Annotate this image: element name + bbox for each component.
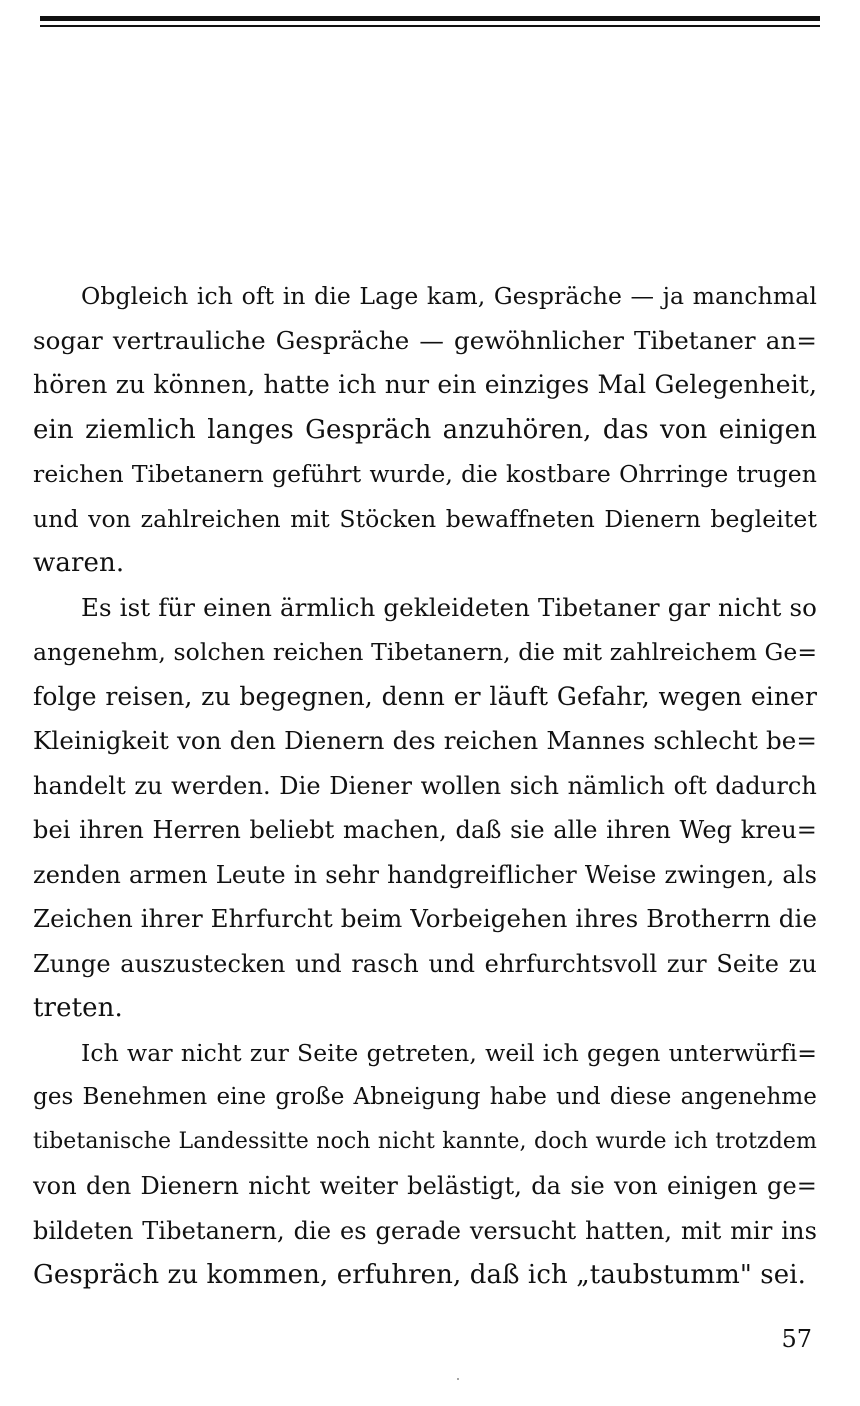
paragraph-3 bbox=[33, 1031, 817, 1298]
text-line: waren. bbox=[33, 548, 125, 578]
text-line: Zeichen ihrer Ehrfurcht beim Vorbeigehen ihres Brotherrn die bbox=[33, 904, 817, 933]
paragraph-1 bbox=[33, 274, 817, 586]
text-line: sogar vertrauliche Gespräche — gewöhnlicher Tibetaner an= bbox=[33, 325, 817, 355]
header-rule-thin bbox=[40, 25, 820, 27]
text-line: von den Dienern nicht weiter belästigt, da sie von einigen ge= bbox=[33, 1172, 817, 1200]
text-line: Zunge auszustecken und rasch und ehrfurchtsvoll zur Seite zu bbox=[33, 949, 817, 978]
text-line: ein ziemlich langes Gespräch anzuhören, das von einigen bbox=[33, 414, 817, 445]
text-line: und von zahlreichen mit Stöcken bewaffneten Dienern begleitet bbox=[33, 504, 817, 533]
text-line: Kleinigkeit von den Dienern des reichen Mannes schlecht be= bbox=[33, 726, 817, 755]
text-line: treten. bbox=[33, 993, 123, 1023]
scan-speck bbox=[457, 1378, 459, 1380]
page-number: 57 bbox=[781, 1325, 812, 1353]
text-line: handelt zu werden. Die Diener wollen sich nämlich oft dadurch bbox=[33, 771, 817, 800]
text-line: bei ihren Herren beliebt machen, daß sie alle ihren Weg kreu= bbox=[33, 816, 817, 844]
text-line: bildeten Tibetanern, die es gerade versucht hatten, mit mir ins bbox=[33, 1216, 817, 1245]
text-line: tibetanische Landessitte noch nicht kannte, doch wurde ich trotzdem bbox=[33, 1128, 817, 1154]
text-line: ges Benehmen eine große Abneigung habe und diese angenehme bbox=[33, 1084, 817, 1110]
text-line: zenden armen Leute in sehr handgreiflicher Weise zwingen, als bbox=[33, 860, 817, 889]
paragraph-2 bbox=[33, 586, 817, 1031]
text-line: folge reisen, zu begegnen, denn er läuft Gefahr, wegen einer bbox=[33, 681, 817, 711]
text-line: Ich war nicht zur Seite getreten, weil ich gegen unterwürfi= bbox=[81, 1038, 817, 1067]
text-line: hören zu können, hatte ich nur ein einziges Mal Gelegenheit, bbox=[33, 370, 817, 399]
text-line: reichen Tibetanern geführt wurde, die kostbare Ohrringe trugen bbox=[33, 460, 817, 488]
text-line: Gespräch zu kommen, erfuhren, daß ich „taubstumm" sei. bbox=[33, 1260, 806, 1290]
body-text bbox=[33, 274, 817, 1298]
text-line: Obgleich ich oft in die Lage kam, Gespräche — ja manchmal bbox=[81, 282, 817, 310]
text-line: Es ist für einen ärmlich gekleideten Tibetaner gar nicht so bbox=[81, 592, 817, 622]
text-line: angenehm, solchen reichen Tibetanern, die mit zahlreichem Ge= bbox=[33, 638, 817, 666]
header-rule-thick bbox=[40, 16, 820, 21]
